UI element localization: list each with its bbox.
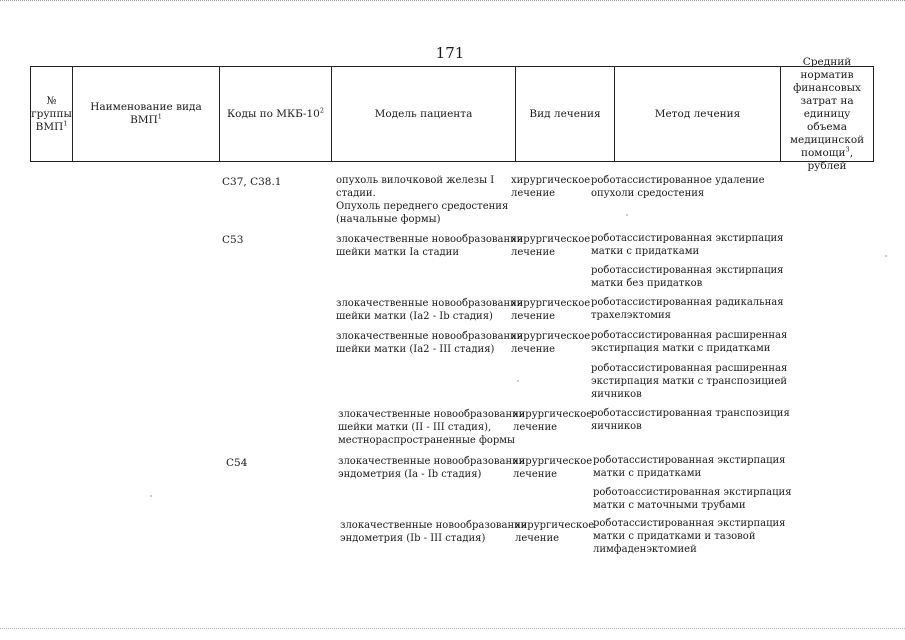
row-treatment-type: хирургическое лечение <box>515 520 595 544</box>
row-treatment-method: роботассистированная расширенная экстирпация матки с придатками <box>591 330 788 354</box>
header-vmp-name <box>73 67 220 161</box>
header-patient-model <box>332 67 516 161</box>
row-treatment-type: хирургическое лечение <box>511 298 591 322</box>
row-patient-model: злокачественные новообразования шейки матки (II - III стадия), местнораспространенные формы <box>338 409 526 446</box>
row-treatment-method: роботассистированная экстирпация матки с придатками <box>591 233 784 257</box>
row-treatment-type: хирургическое лечение <box>513 456 593 480</box>
header-group-number-label: № группы ВМП <box>31 94 72 133</box>
row-treatment-type: хирургическое лечение <box>511 175 591 199</box>
row-code: C37, C38.1 <box>222 176 282 188</box>
row-patient-model: злокачественные новообразования шейки матки (Ia2 - Ib стадия) <box>336 298 524 322</box>
page-number: 171 <box>435 44 465 62</box>
header-group-number <box>31 67 73 161</box>
footnote-ref: 3 <box>845 145 850 153</box>
header-vmp-name-label: Наименование вида ВМП <box>90 101 202 126</box>
scan-speck <box>885 255 887 257</box>
header-treatment-method <box>615 67 781 161</box>
header-average-cost-label: Средний норматив финансовых затрат на единицу объема медицинской помощи <box>789 55 865 159</box>
header-treatment-type-label: Вид лечения <box>529 107 601 120</box>
header-average-cost <box>781 55 873 172</box>
scan-top-edge <box>0 0 905 15</box>
table-header <box>30 55 874 172</box>
scan-bottom-edge <box>0 628 905 629</box>
footnote-ref: 1 <box>157 112 162 121</box>
header-icd-codes-label: Коды по МКБ-10 <box>227 107 320 120</box>
row-treatment-method: роботассистированная экстирпация матки с придатками <box>593 455 786 479</box>
row-treatment-method: роботоассистированная экстирпация матки с маточными трубами <box>593 487 792 511</box>
row-patient-model: злокачественные новообразования шейки матки Ia стадии <box>336 234 524 258</box>
footnote-ref: 2 <box>319 106 324 114</box>
scan-speck <box>150 495 152 497</box>
row-patient-model: злокачественные новообразования шейки матки (Ia2 - III стадия) <box>336 331 524 355</box>
row-patient-model: злокачественные новообразования эндометрия (Ib - III стадия) <box>340 520 528 544</box>
footnote-ref: 1 <box>63 119 68 127</box>
row-treatment-type: хирургическое лечение <box>511 234 591 258</box>
row-treatment-type: хирургическое лечение <box>511 331 591 355</box>
row-code: C54 <box>226 457 248 469</box>
row-code: C53 <box>222 234 244 246</box>
row-treatment-method: роботассистированная транспозиция яичников <box>591 408 790 432</box>
header-icd-codes <box>220 67 332 161</box>
header-treatment-type <box>516 67 615 161</box>
row-treatment-method: роботассистированная радикальная трахелэктомия <box>591 297 784 321</box>
row-treatment-type: хирургическое лечение <box>513 409 593 433</box>
header-patient-model-label: Модель пациента <box>374 107 473 120</box>
scan-speck <box>517 380 519 382</box>
row-patient-model: злокачественные новообразования эндометрия (Ia - Ib стадия) <box>338 456 526 480</box>
row-treatment-method: роботассистированная экстирпация матки с придатками и тазовой лимфаденэктомией <box>593 518 786 555</box>
row-treatment-method: роботассистированная экстирпация матки без придатков <box>591 265 784 289</box>
header-treatment-method-label: Метод лечения <box>654 107 741 120</box>
row-treatment-method: роботассистированное удаление опухоли средостения <box>591 175 765 199</box>
header-average-cost-suffix: , рублей <box>807 146 854 172</box>
scan-speck <box>626 214 628 216</box>
row-patient-model: опухоль вилочковой железы I стадии. Опухоль переднего средостения (начальные формы) <box>336 175 509 225</box>
row-treatment-method: роботассистированная расширенная экстирпация матки с транспозицией яичников <box>591 363 788 400</box>
